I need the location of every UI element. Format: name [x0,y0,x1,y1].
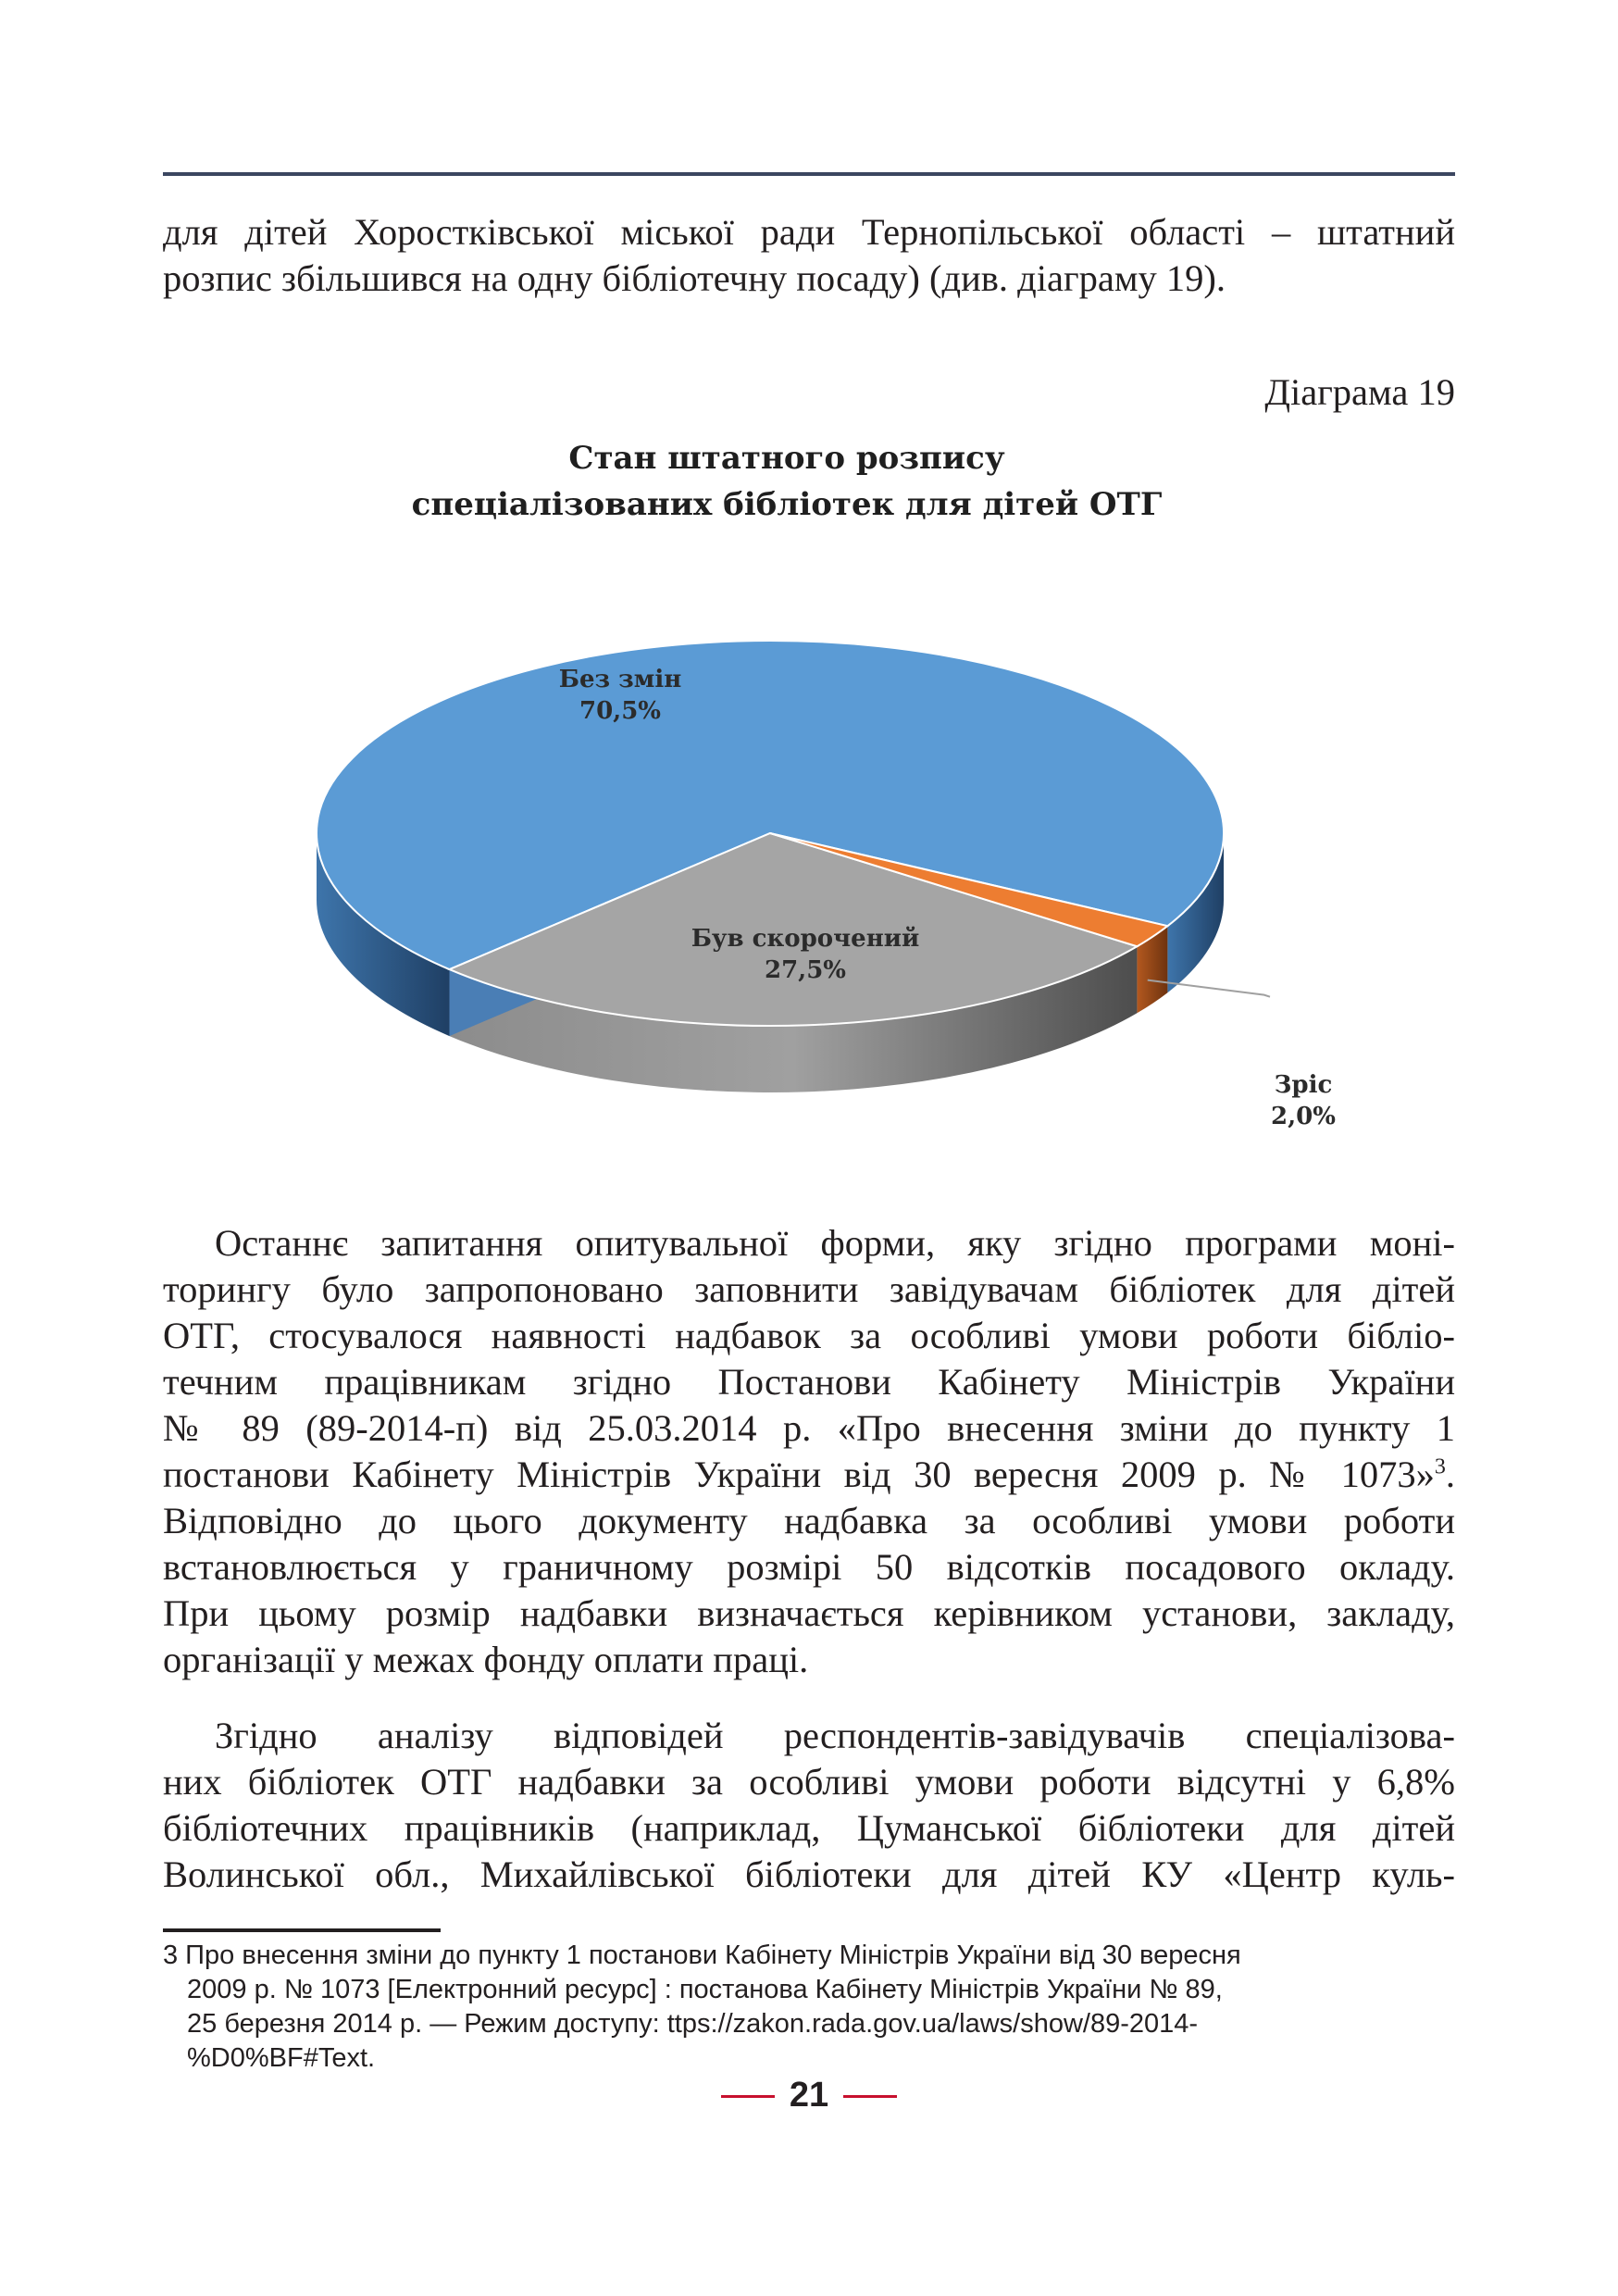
intro-line-1: для дітей Хоростківської міської ради Тернопільської області – штатний [163,211,1455,253]
footnote [163,1939,1459,2076]
footnote-line-2: 2009 р. № 1073 [Електронний ресурс] : постанова Кабінету Міністрів України № 89, [187,1975,1223,2004]
chart-title-line-2: спеціалізованих бібліотек для дітей ОТГ [411,486,1163,523]
page-number [0,2076,1618,2115]
footnote-rule [163,1928,441,1932]
p2-line-2: них бібліотек ОТГ надбавки за особливі умови роботи відсутні у 6,8% [163,1761,1455,1803]
paragraph-2 [163,1713,1455,1898]
header-rule [163,172,1455,176]
page-number-dash-right [843,2095,897,2098]
chart-title-line-1: Стан штатного розпису [568,440,1005,477]
p1-line-6 [163,1452,1455,1498]
p1-line-1: Останнє запитання опитувальної форми, яку згідно програми моні- [215,1222,1455,1264]
page-number-dash-left [721,2095,775,2098]
p1-line-3: ОТГ, стосувалося наявності надбавок за особливі умови роботи бібліо- [163,1315,1455,1356]
p2-line-1: Згідно аналізу відповідей респондентів-завідувачів спеціалізова- [215,1715,1455,1756]
footnote-line-3: 25 березня 2014 р. — Режим доступу: ttps://zakon.rada.gov.ua/laws/show/89-2014- [187,2009,1199,2039]
pie-chart [296,602,1407,1176]
p2-line-3: бібліотечних працівників (наприклад, Цуманської бібліотеки для дітей [163,1807,1455,1849]
footnote-line-4: %D0%BF#Text. [187,2043,376,2073]
chart-title [278,435,1296,528]
footnote-ref[interactable]: 3 [1434,1454,1446,1479]
p1-line-6-text: постанови Кабінету Міністрів України від 30 вересня 2009 р. № 1073» [163,1454,1435,1495]
diagram-label: Діаграма 19 [1264,371,1455,413]
intro-paragraph [163,209,1455,302]
p1-line-8: встановлюється у граничному розмірі 50 відсотків посадового окладу. [163,1546,1455,1588]
p1-line-9: При цьому розмір надбавки визначається керівником установи, закладу, [163,1592,1455,1634]
p1-line-2: торингу було запропоновано заповнити завідувачам бібліотек для дітей [163,1268,1455,1310]
label-buv-skorochenyi: Був скорочений 27,5% [691,925,920,984]
p1-line-6-end: . [1445,1454,1455,1495]
footnote-line-1: 3 Про внесення зміни до пункту 1 постанови Кабінету Міністрів України від 30 вересня [163,1940,1241,1970]
p1-line-4: течним працівникам згідно Постанови Кабінету Міністрів України [163,1361,1455,1403]
label-zris: Зріс 2,0% [1271,1071,1336,1130]
paragraph-1 [163,1220,1455,1683]
intro-line-2: розпис збільшився на одну бібліотечну посаду) (див. діаграму 19). [163,257,1226,299]
page-number-value: 21 [789,2076,829,2115]
p1-line-5: № 89 (89-2014-п) від 25.03.2014 р. «Про внесення зміни до пункту 1 [163,1407,1455,1449]
label-bez-zmin: Без змін 70,5% [558,666,682,725]
p2-line-4: Волинської обл., Михайлівської бібліотеки для дітей КУ «Центр куль- [163,1853,1455,1895]
p1-line-7: Відповідно до цього документу надбавка за особливі умови роботи [163,1500,1455,1541]
p1-line-10: організації у межах фонду оплати праці. [163,1639,809,1680]
